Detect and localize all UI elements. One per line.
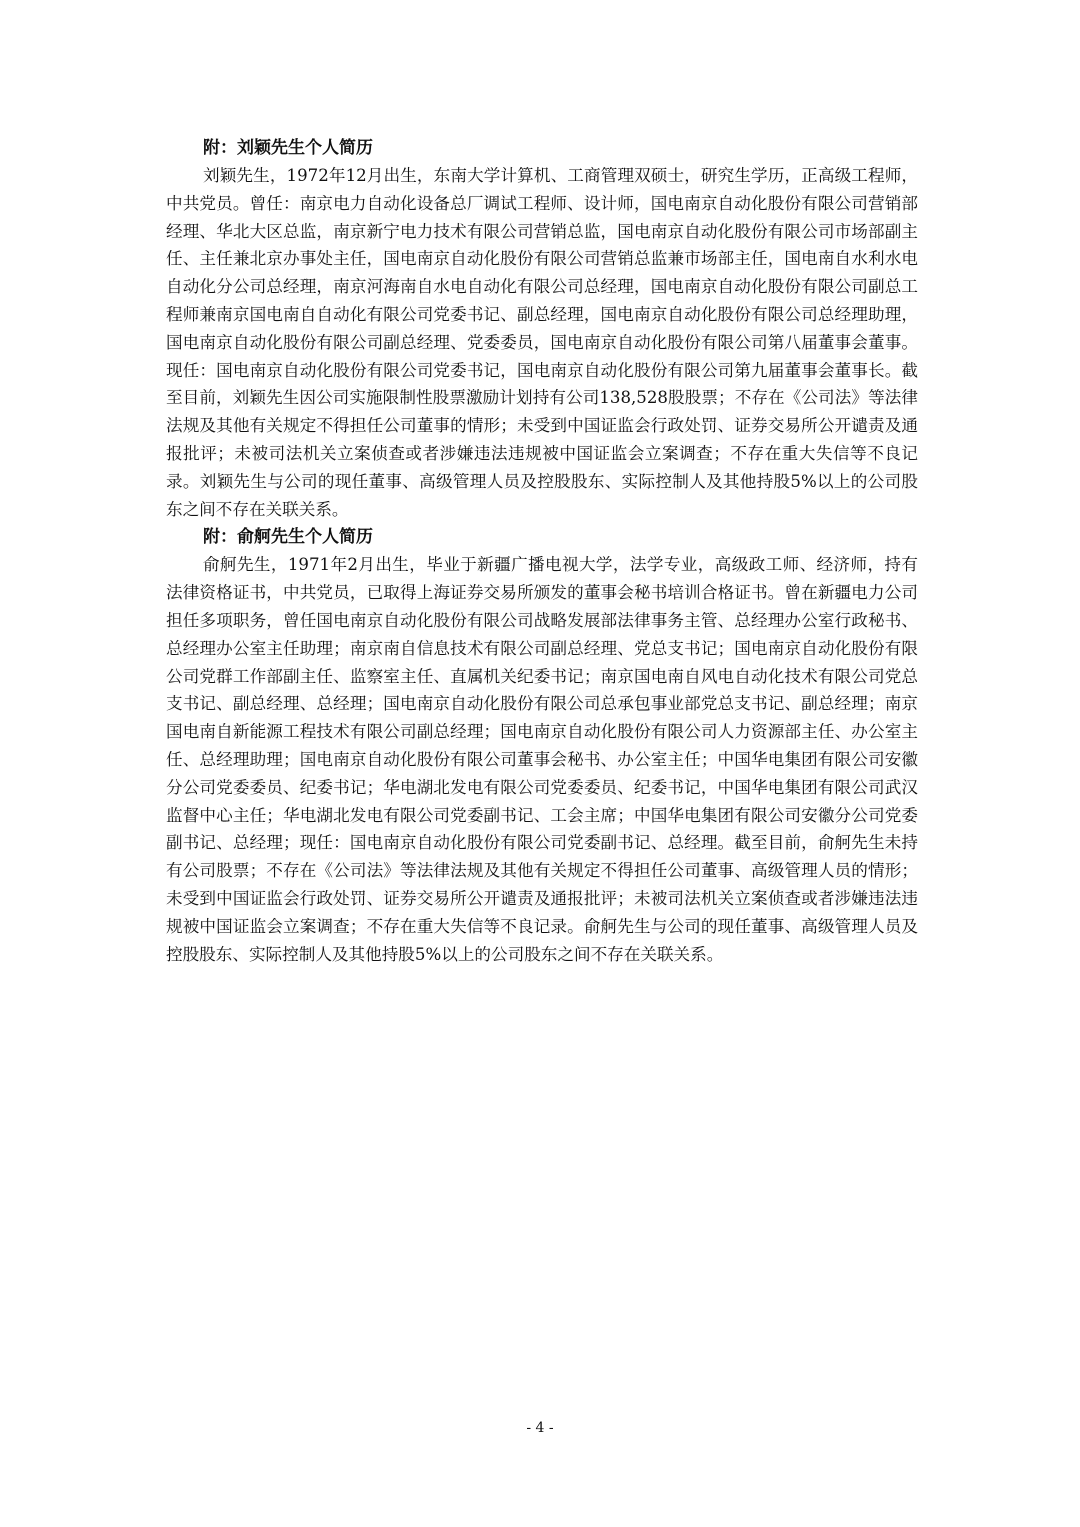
page-number: - 4 - bbox=[526, 1420, 554, 1436]
resume-paragraph-liu-ying: 刘颖先生，1972年12月出生，东南大学计算机、工商管理双硕士，研究生学历，正高级工程师，中共党员。曾任：南京电力自动化设备总厂调试工程师、设计师，国电南京自动化股份有限公司营销部经理、华北大区总监，南京新宁电力技术有限公司营销总监，国电南京自动化股份有限公司市场部副主任、主任兼北京办事处主任，国电南京自动化股份有限公司营销总监兼市场部主任，国电南自水利水电自动化分公司总经理，南京河海南自水电自动化有限公司总经理，国电南京自动化股份有限公司副总工程师兼南京国电南自自动化有限公司党委书记、副总经理，国电南京自动化股份有限公司总经理助理，国电南京自动化股份有限公司副总经理、党委委员，国电南京自动化股份有限公司第八届董事会董事。现任：国电南京自动化股份有限公司党委书记，国电南京自动化股份有限公司第九届董事会董事长。截至目前，刘颖先生因公司实施限制性股票激励计划持有公司138,528股股票；不存在《公司法》等法律法规及其他有关规定不得担任公司董事的情形；未受到中国证监会行政处罚、证券交易所公开谴责及通报批评；未被司法机关立案侦查或者涉嫌违法违规被中国证监会立案调查；不存在重大失信等不良记录。刘颖先生与公司的现任董事、高级管理人员及控股股东、实际控制人及其他持股5%以上的公司股东之间不存在关联关系。 bbox=[166, 166, 918, 519]
section-title-yu-ge: 附：俞舸先生个人简历 bbox=[203, 527, 373, 548]
document-page bbox=[166, 134, 918, 968]
resume-paragraph-yu-ge: 俞舸先生，1971年2月出生，毕业于新疆广播电视大学，法学专业，高级政工师、经济师，持有法律资格证书，中共党员，已取得上海证券交易所颁发的董事会秘书培训合格证书。曾在新疆电力公司担任多项职务，曾任国电南京自动化股份有限公司战略发展部法律事务主管、总经理办公室行政秘书、总经理办公室主任助理；南京南自信息技术有限公司副总经理、党总支书记；国电南京自动化股份有限公司党群工作部副主任、监察室主任、直属机关纪委书记；南京国电南自风电自动化技术有限公司党总支书记、副总经理、总经理；国电南京自动化股份有限公司总承包事业部党总支书记、副总经理；南京国电南自新能源工程技术有限公司副总经理；国电南京自动化股份有限公司人力资源部主任、办公室主任、总经理助理；国电南京自动化股份有限公司董事会秘书、办公室主任；中国华电集团有限公司安徽分公司党委委员、纪委书记；华电湖北发电有限公司党委委员、纪委书记，中国华电集团有限公司武汉监督中心主任；华电湖北发电有限公司党委副书记、工会主席；中国华电集团有限公司安徽分公司党委副书记、总经理；现任：国电南京自动化股份有限公司党委副书记、总经理。截至目前，俞舸先生未持有公司股票；不存在《公司法》等法律法规及其他有关规定不得担任公司董事、高级管理人员的情形；未受到中国证监会行政处罚、证券交易所公开谴责及通报批评；未被司法机关立案侦查或者涉嫌违法违规被中国证监会立案调查；不存在重大失信等不良记录。俞舸先生与公司的现任董事、高级管理人员及控股股东、实际控制人及其他持股5%以上的公司股东之间不存在关联关系。 bbox=[166, 555, 918, 964]
section-title-liu-ying: 附：刘颖先生个人简历 bbox=[203, 138, 373, 158]
